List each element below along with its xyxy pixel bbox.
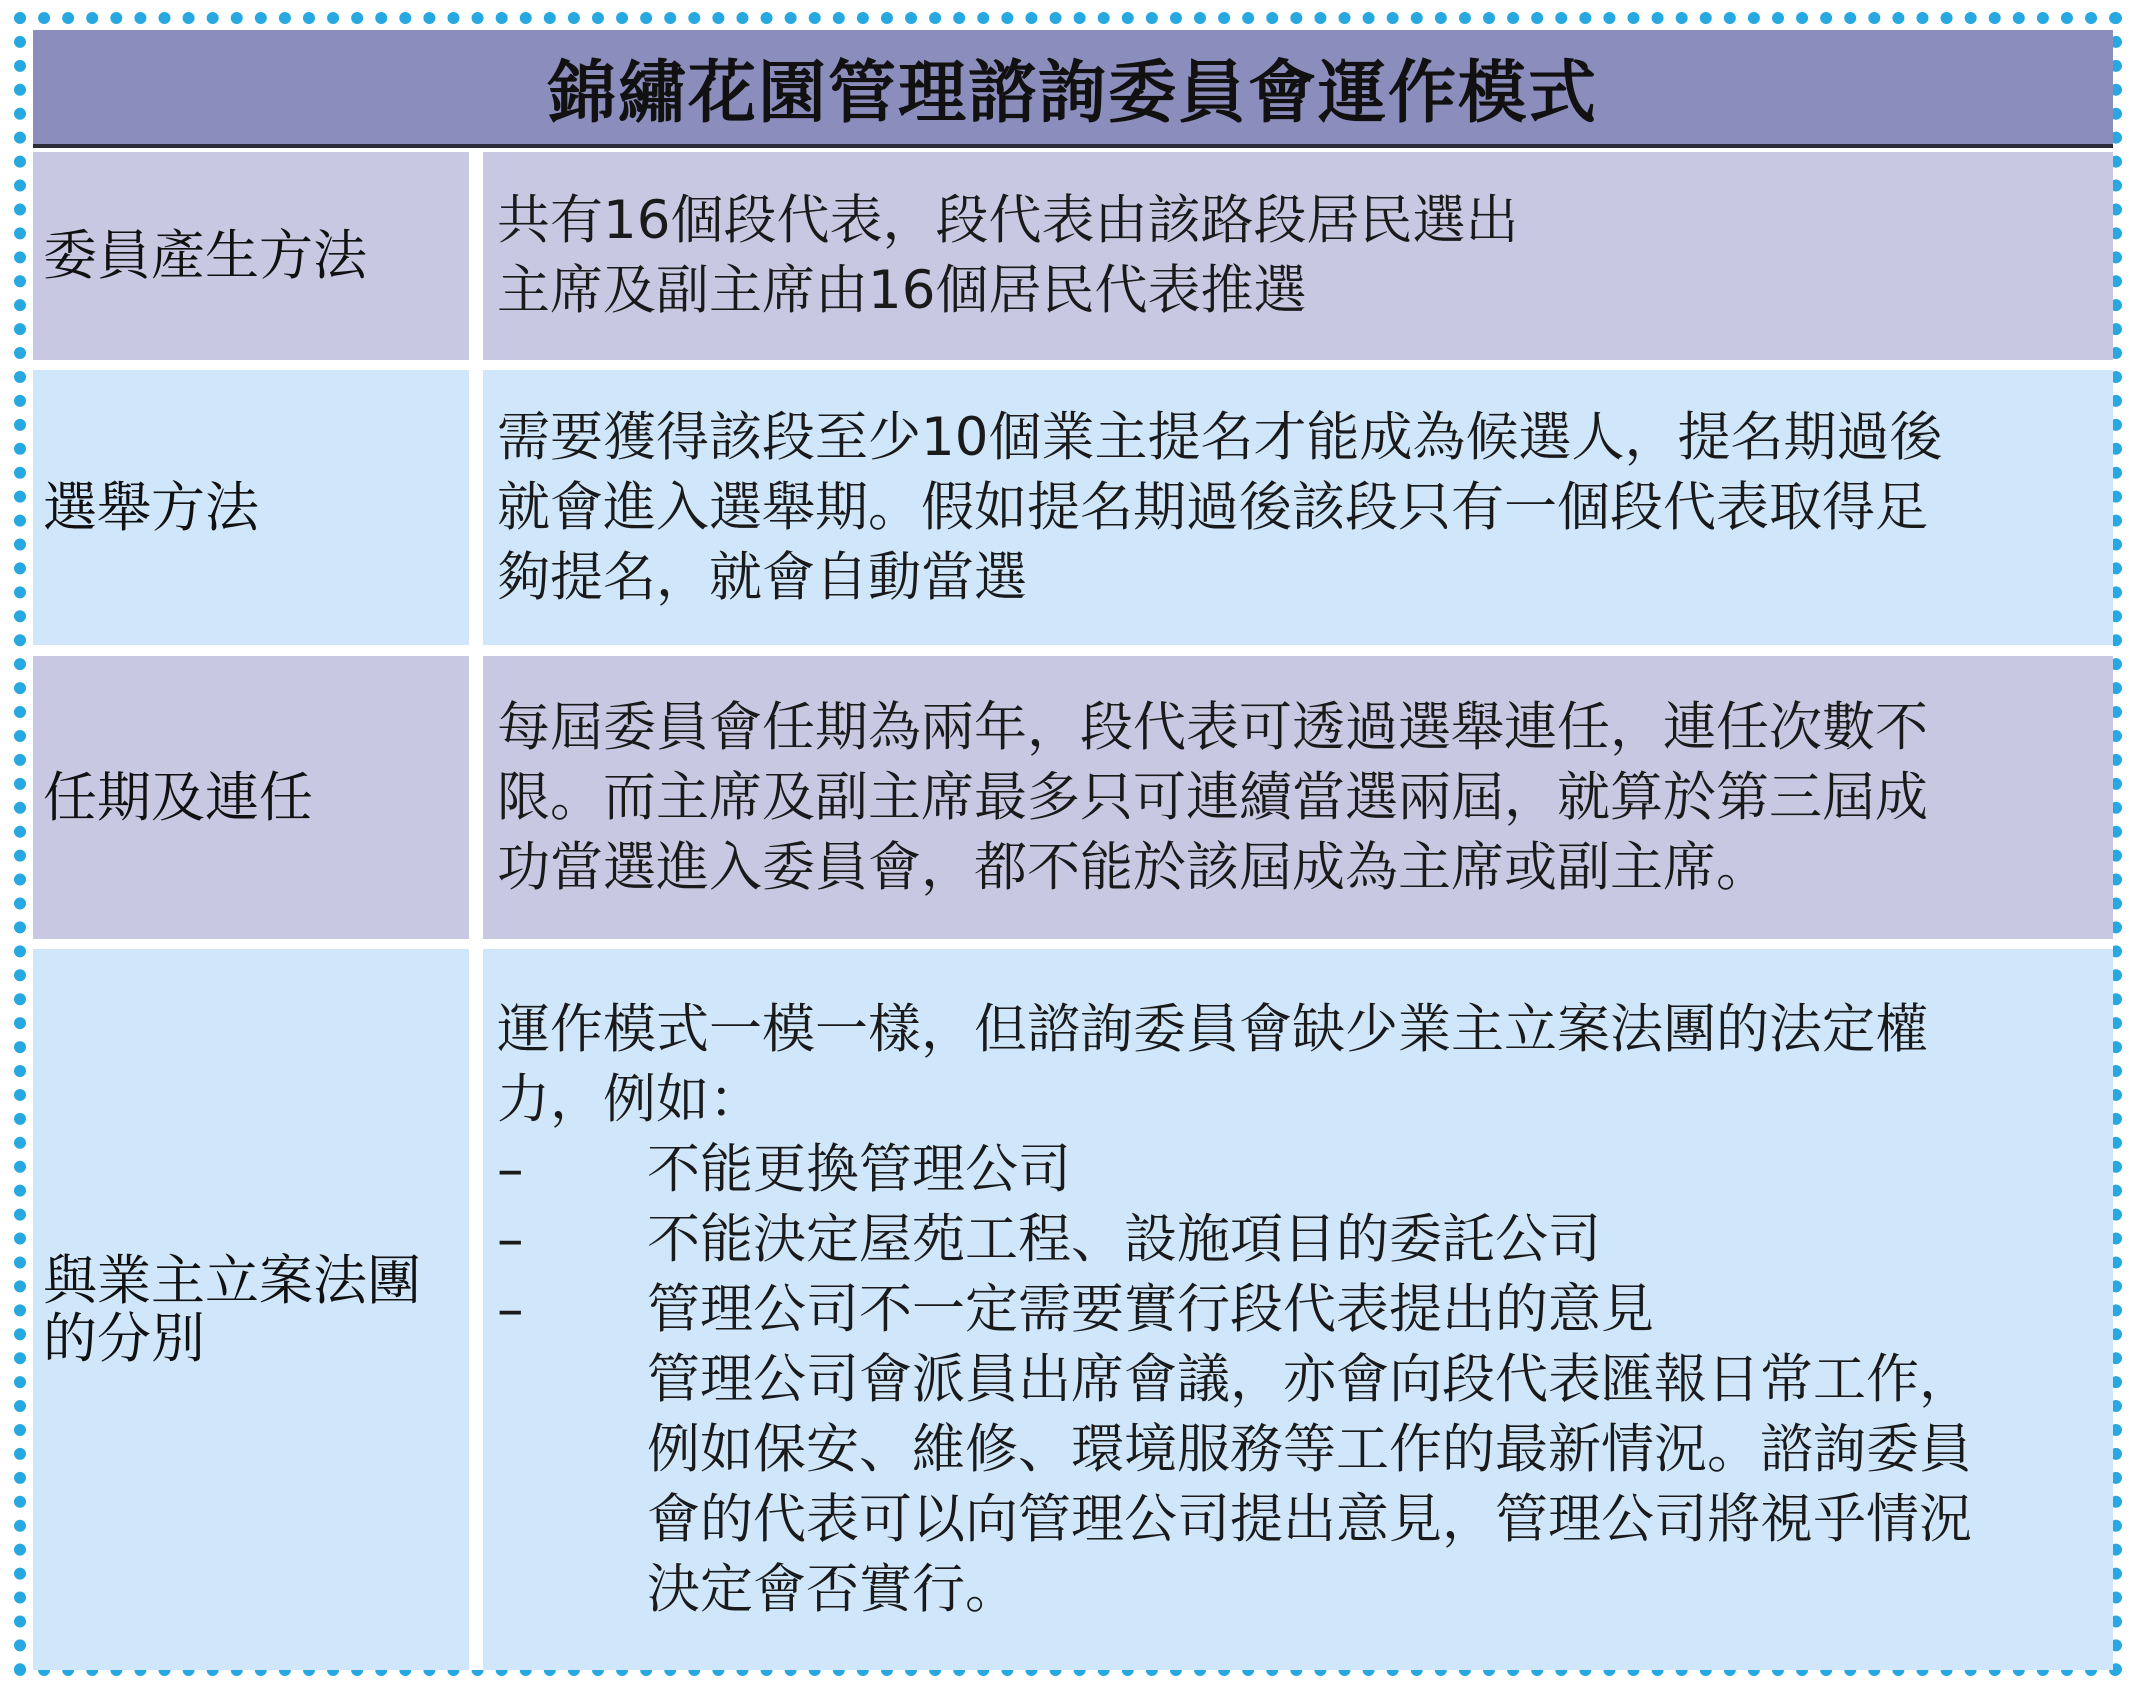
continuation-line: 會的代表可以向管理公司提出意見，管理公司將視乎情況: [647, 1488, 1972, 1550]
table-row-election-method: [33, 370, 2113, 645]
row-label-cell: [33, 152, 469, 360]
list-item-text: 不能更換管理公司: [647, 1138, 1071, 1200]
row-label-cell: [33, 656, 469, 939]
continuation-line: 管理公司會派員出席會議，亦會向段代表匯報日常工作，: [647, 1348, 1972, 1410]
table-row-term-reelection: [33, 656, 2113, 939]
content-line: 就會進入選舉期。假如提名期過後該段只有一個段代表取得足: [497, 476, 1928, 538]
bullet-dash: –: [497, 1278, 524, 1340]
row-content-cell: [483, 370, 2113, 645]
row-content-cell: [483, 949, 2113, 1670]
content-line: 需要獲得該段至少10個業主提名才能成為候選人，提名期過後: [497, 406, 1943, 468]
row-label-cell: [33, 370, 469, 645]
row-label-line: 的分別: [43, 1306, 205, 1370]
row-label-line: 與業主立案法團: [43, 1248, 421, 1312]
bullet-dash: –: [497, 1208, 524, 1270]
row-content-cell: [483, 656, 2113, 939]
table-row-difference-owners-corporation: [33, 949, 2113, 1670]
content-line: 共有16個段代表，段代表由該路段居民選出: [497, 190, 1519, 251]
list-item: [497, 1205, 2103, 1275]
row-label: 委員產生方法: [43, 224, 367, 287]
content-line: 夠提名，就會自動當選: [497, 546, 1027, 608]
row-content-cell: [483, 152, 2113, 360]
title-bar: [33, 30, 2113, 148]
content-line: 每屆委員會任期為兩年，段代表可透過選舉連任，連任次數不: [497, 696, 1928, 758]
list-item: [497, 1275, 2103, 1345]
continuation-line: 例如保安、維修、環境服務等工作的最新情況。諮詢委員: [647, 1418, 1972, 1480]
row-label: [43, 1248, 421, 1370]
list-item: [497, 1135, 2103, 1205]
content-line: 限。而主席及副主席最多只可連續當選兩屆，就算於第三屆成: [497, 766, 1928, 828]
table-title: 錦繡花園管理諮詢委員會運作模式: [547, 53, 1598, 133]
continuation-line: 決定會否實行。: [647, 1558, 1018, 1620]
list-item-text: 管理公司不一定需要實行段代表提出的意見: [647, 1278, 1654, 1340]
content-line: 主席及副主席由16個居民代表推選: [497, 260, 1307, 321]
bullet-dash: –: [497, 1138, 524, 1200]
content-line: 功當選進入委員會，都不能於該屆成為主席或副主席。: [497, 836, 1769, 898]
content-line: 運作模式一模一樣，但諮詢委員會缺少業主立案法團的法定權: [497, 998, 1928, 1060]
table-row-committee-formation: [33, 152, 2113, 360]
list-item-text: 不能決定屋苑工程、設施項目的委託公司: [647, 1208, 1601, 1270]
content-line: 力，例如：: [497, 1068, 762, 1130]
row-label-cell: [33, 949, 469, 1670]
row-label: 任期及連任: [43, 765, 313, 829]
row-label: 選舉方法: [43, 475, 259, 539]
info-table: [33, 30, 2113, 1670]
